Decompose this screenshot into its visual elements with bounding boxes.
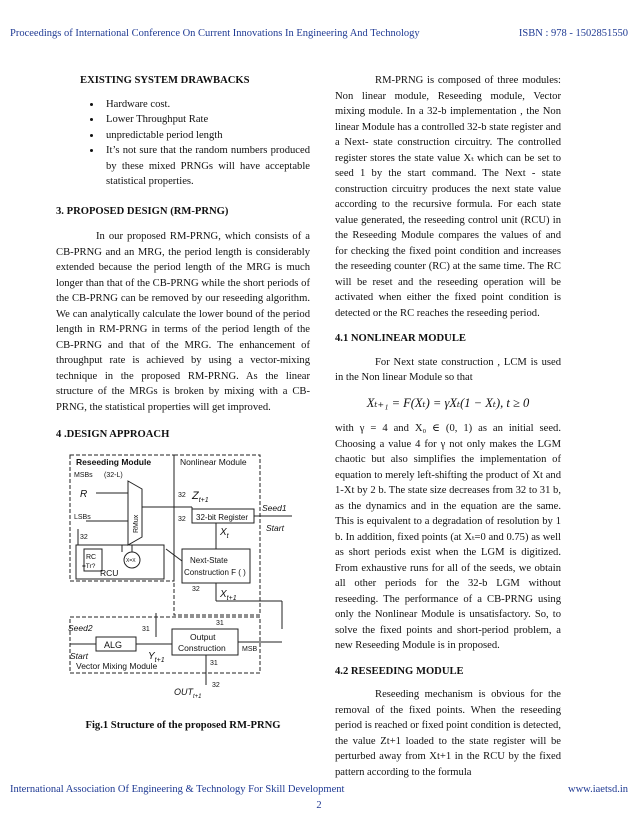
drawbacks-heading: EXISTING SYSTEM DRAWBACKS <box>80 75 250 86</box>
label-next-state-2: Construction F ( ) <box>184 567 246 577</box>
right-column <box>335 73 561 780</box>
rm-prng-structure-diagram <box>66 449 310 713</box>
isbn: ISBN : 978 - 1502851550 <box>518 28 628 39</box>
list-item: • Hardware cost. <box>102 97 310 113</box>
rcu-box <box>76 545 164 579</box>
section-4-heading: 4 .DESIGN APPROACH <box>56 429 170 440</box>
label-xt: $X_t$ <box>220 526 229 540</box>
section-4-1-paragraph-1: For Next state construction , LCM is used in the Non linear Module so that <box>335 356 561 383</box>
label-32-b: 32 <box>178 491 186 499</box>
label-output-1: Output <box>190 631 216 642</box>
label-nonlinear-module: Nonlinear Module <box>180 456 247 467</box>
footer-organization: International Association Of Engineering & Technology For Skill Development <box>10 784 345 795</box>
label-xt1: $X_{t+1}$ <box>220 588 237 602</box>
list-item: • It’s not sure that the random numbers produced by these mixed PRNGs will have acceptable statistical properties. <box>102 143 310 190</box>
label-alg: ALG <box>104 639 123 650</box>
rmux-shape <box>128 481 142 545</box>
label-register: 32-bit Register <box>196 512 249 522</box>
label-32l: (32-L) <box>104 471 123 479</box>
section-4-2-heading: 4.2 RESEEDING MODULE <box>335 665 464 677</box>
section-3-heading: 3. PROPOSED DESIGN (RM-PRNG) <box>56 205 229 217</box>
label-yt1: $Y_{t+1}$ <box>148 650 165 664</box>
label-vector-mixing-module: Vector Mixing Module <box>76 660 158 671</box>
label-msbs: MSBs <box>74 471 93 479</box>
label-31-a: 31 <box>216 619 224 627</box>
nonlinear-module-box <box>174 455 260 615</box>
section-4-1-paragraph-2: with γ = 4 and X₀ ∈ (0, 1) as an initial seed. Choosing a value 4 for γ not only makes the LGM chaotic but also simplifies the implementation of equation to merely left-shifting the product of Xt and 1-Xt by 2 b. The state size decreases from 32 to 31 b, as the dynamics and in the equation are the same. This is equivalent to a degradation of resolution by 1 b. In addition, fixed points (at Xₜ=0 and 0.75) as well as short periods exist when the LGM is digitized. From exhaustive runs for all of the seeds, we obtain all other periods for the 32-b LGM without reseeding. The performance of a CB-PRNG using only the Nonlinear Module is unsatisfactory. So, to solve the fixed points and short-period problem, a new Reseeding Module is in proposed. <box>335 423 561 651</box>
label-xeq: X=X <box>126 557 136 564</box>
section-3-paragraph: In our proposed RM-PRNG, which consists of a CB-PRNG and an MRG, the period length is considerably extended because the period length of the MRG is much longer than that of the CB-PRNG while the short periods of the CB-PRNG can be removed by our reseeding algorithm. We can analytically calculate the lower bound of the period length in RM-PRNG in terms of the period length of the CB-PRNG and that of the MRG. The enhancement of throughput rate is achieved by using a vector-mixing technique in the proposed RM-PRNG. As the linear structure of the MRGs is broken by mixing with a CB-PRNG, the statistical properties will get improved. <box>56 231 310 413</box>
block-diagram-svg <box>66 449 298 707</box>
drawbacks-list <box>56 97 310 190</box>
footer-website: www.iaetsd.in <box>568 784 628 795</box>
next-state-box <box>182 549 250 583</box>
label-out: $OUT_{t+1}$ <box>174 686 202 700</box>
left-column <box>56 73 310 744</box>
conference-title: Proceedings of International Conference On Current Innovations In Engineering And Technology <box>10 28 420 39</box>
list-item: • unpredictable period length <box>102 128 310 144</box>
lcm-equation: Xₜ₊₁ = F(Xₜ) = γXₜ(1 − Xₜ), t ≥ 0 <box>366 395 530 410</box>
label-rc: RC <box>86 553 97 561</box>
label-rmux: RMux <box>133 514 140 533</box>
label-start-a: Start <box>266 522 284 533</box>
label-32-d: 32 <box>192 585 200 593</box>
label-reseeding-module: Reseeding Module <box>76 456 152 467</box>
label-r: R <box>80 488 88 500</box>
label-seed1: Seed1 <box>262 502 287 513</box>
label-start-b: Start <box>70 650 88 661</box>
label-32-c: 32 <box>178 515 186 523</box>
label-next-state-1: Next-State <box>190 555 228 565</box>
label-rcu: RCU <box>100 567 119 578</box>
label-32-a: 32 <box>80 533 88 541</box>
label-tr: =Tr? <box>82 562 96 570</box>
section-4-1-heading: 4.1 NONLINEAR MODULE <box>335 333 466 344</box>
label-z: $Z_{t+1}$ <box>192 489 209 504</box>
label-31-c: 31 <box>210 659 218 667</box>
label-31-b: 31 <box>142 625 150 633</box>
rm-prng-intro-paragraph: RM-PRNG is composed of three modules: Non linear module, Reseeding module, Vector mixing module. In a 32-b implementation , the Non linear Module has a controlled 32-b state register and a Next- state construction circuitry. The controlled register stores the state value Xₜ which can be set to seed 1 by the start command. The Next - state construction circuitry produces the next state value according to the recursive formula. For each state value generated, the reseeding control unit (RCU) in the Reseeding Module compares the values of and for checking the fixed point condition and increases the reseeding counter (RC) at the same time. The RC will be reset and the reseeding operation will be activated when either the fixed point condition is detected or the RC reaches the reseeding period. <box>335 75 561 319</box>
figure-caption: Fig.1 Structure of the proposed RM-PRNG <box>85 720 281 731</box>
label-lsbs: LSBs <box>74 513 91 521</box>
label-msb: MSB <box>242 645 258 653</box>
list-item: • Lower Throughput Rate <box>102 112 310 128</box>
page-number: 2 <box>316 800 322 811</box>
label-output-2: Construction <box>178 642 226 653</box>
label-seed2: Seed2 <box>68 622 93 633</box>
label-32-e: 32 <box>212 681 220 689</box>
section-4-2-paragraph-1: Reseeding mechanism is obvious for the removal of the fixed points. When the reseeding period is reached or fixed point condition is detected, the value Zt+1 loaded to the state register will be perturbed away from Xt+1 in the RCU by the fixed pattern according to the formula <box>335 689 561 778</box>
